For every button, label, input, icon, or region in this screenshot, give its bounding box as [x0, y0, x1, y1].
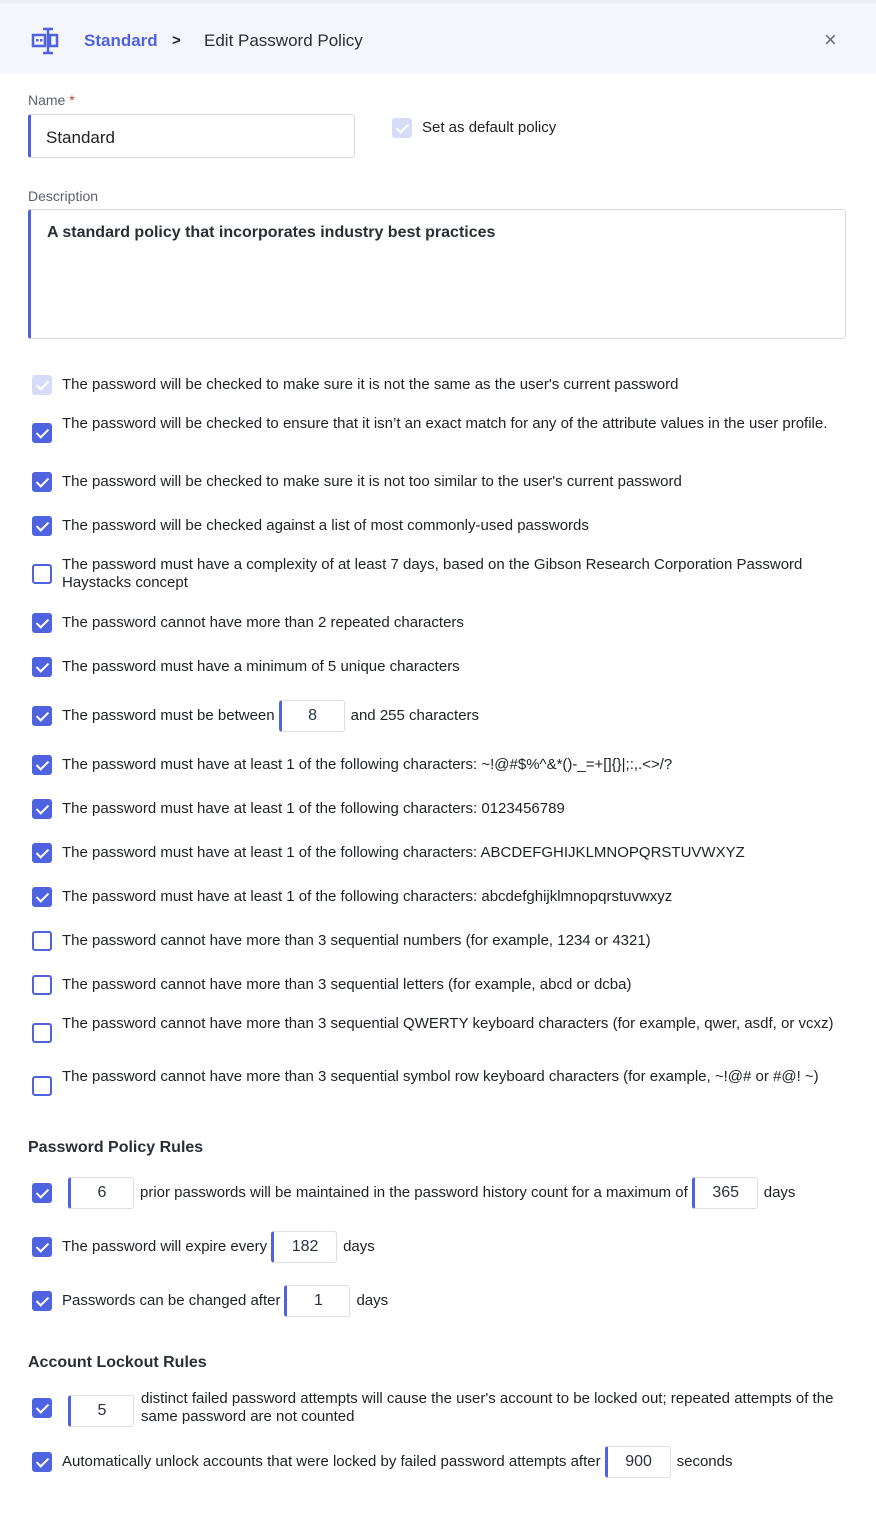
- history-days-input[interactable]: 365: [692, 1177, 758, 1209]
- rule-text: The password must have at least 1 of the following characters: 0123456789: [62, 800, 565, 817]
- rule-text: The password must have a minimum of 5 unique characters: [62, 658, 460, 675]
- expire-text: The password will expire every: [62, 1237, 268, 1255]
- history-text: prior passwords will be maintained in the password history count for a maximum of: [140, 1183, 688, 1201]
- expire-days-input[interactable]: 182: [271, 1231, 337, 1263]
- rule-text-after: and 255 characters: [350, 706, 480, 724]
- description-label: Description: [28, 188, 99, 204]
- default-policy-label: Set as default policy: [422, 119, 557, 136]
- rule-text: The password cannot have more than 3 sequential symbol row keyboard characters (for example, ~!@# or #@! ~): [62, 1068, 819, 1085]
- close-icon[interactable]: ×: [824, 27, 837, 52]
- name-input[interactable]: Standard: [28, 114, 355, 158]
- rule-text: The password cannot have more than 3 sequential letters (for example, abcd or dcba): [62, 976, 632, 993]
- rule-checkbox[interactable]: [32, 657, 52, 677]
- change-rule: [62, 1285, 836, 1317]
- rule-checkbox[interactable]: [32, 516, 52, 536]
- rule-text: The password cannot have more than 2 repeated characters: [62, 614, 464, 631]
- app-logo-icon: [31, 27, 61, 55]
- change-days-input[interactable]: 1: [284, 1285, 350, 1317]
- unlock-seconds-input[interactable]: 900: [605, 1446, 671, 1478]
- expire-rule: [62, 1231, 836, 1263]
- rule-text: The password must have at least 1 of the following characters: abcdefghijklmnopqrstuvwxyz: [62, 888, 673, 905]
- rule-checkbox[interactable]: [32, 975, 52, 995]
- rule-text: The password cannot have more than 3 sequential numbers (for example, 1234 or 4321): [62, 932, 651, 949]
- rule-checkbox[interactable]: [32, 799, 52, 819]
- expire-unit: days: [343, 1237, 375, 1255]
- change-unit: days: [356, 1291, 389, 1309]
- rule-checkbox[interactable]: [32, 613, 52, 633]
- rule-text: The password will be checked to ensure that it isn’t an exact match for any of the attribute values in the user profile.: [62, 415, 828, 432]
- expire-checkbox[interactable]: [32, 1237, 52, 1257]
- default-policy-checkbox[interactable]: [392, 118, 412, 138]
- rule-checkbox[interactable]: [32, 931, 52, 951]
- unlock-unit: seconds: [676, 1452, 733, 1470]
- rule-text: The password must have a complexity of at least 7 days, based on the Gibson Research Corporation Password Haystacks concept: [62, 556, 803, 591]
- change-text: Passwords can be changed after: [62, 1291, 281, 1309]
- rule-checkbox[interactable]: [32, 887, 52, 907]
- rule-text: The password must have at least 1 of the following characters: ABCDEFGHIJKLMNOPQRSTUVWXYZ: [62, 844, 745, 861]
- history-count-input[interactable]: 6: [68, 1177, 134, 1209]
- rule-checkbox[interactable]: [32, 423, 52, 443]
- rule-checkbox[interactable]: [32, 375, 52, 395]
- unlock-rule: [62, 1446, 836, 1478]
- attempts-checkbox[interactable]: [32, 1398, 52, 1418]
- history-rule: [64, 1177, 836, 1209]
- password-policy-rules-heading: Password Policy Rules: [28, 1139, 204, 1156]
- history-checkbox[interactable]: [32, 1183, 52, 1203]
- rule-text-before: The password must be between: [62, 706, 275, 724]
- rule-text: The password cannot have more than 3 sequential QWERTY keyboard characters (for example, qwer, asdf, or vcxz): [62, 1015, 834, 1032]
- history-unit: days: [763, 1183, 796, 1201]
- header: [0, 0, 876, 74]
- change-checkbox[interactable]: [32, 1291, 52, 1311]
- name-label: Name *: [28, 92, 75, 108]
- rule-checkbox[interactable]: [32, 1023, 52, 1043]
- attempts-text: distinct failed password attempts will cause the user's account to be locked out; repeated attempts of the same password are not counted: [141, 1390, 834, 1425]
- rule-text: The password will be checked to make sure it is not too similar to the user's current password: [62, 473, 682, 490]
- rule-checkbox[interactable]: [32, 706, 52, 726]
- page-title: Edit Password Policy: [204, 31, 363, 50]
- breadcrumb-standard[interactable]: Standard: [84, 31, 158, 50]
- unlock-checkbox[interactable]: [32, 1452, 52, 1472]
- unlock-text: Automatically unlock accounts that were locked by failed password attempts after: [62, 1452, 601, 1470]
- rule-text: The password will be checked against a list of most commonly-used passwords: [62, 517, 589, 534]
- rule-checkbox[interactable]: [32, 843, 52, 863]
- rule-text: [62, 700, 836, 732]
- rule-checkbox[interactable]: [32, 472, 52, 492]
- min-length-input[interactable]: 8: [279, 700, 345, 732]
- rule-text: The password will be checked to make sure it is not the same as the user's current password: [62, 376, 679, 393]
- description-textarea[interactable]: A standard policy that incorporates industry best practices: [28, 209, 846, 339]
- rule-checkbox[interactable]: [32, 564, 52, 584]
- account-lockout-rules-heading: Account Lockout Rules: [28, 1354, 207, 1371]
- attempts-input[interactable]: 5: [68, 1395, 134, 1427]
- rule-checkbox[interactable]: [32, 1076, 52, 1096]
- breadcrumb-separator-icon: >: [172, 32, 181, 49]
- rule-text: The password must have at least 1 of the following characters: ~!@#$%^&*()-_=+[]{}|;:,.<>/?: [62, 756, 673, 773]
- rule-checkbox[interactable]: [32, 755, 52, 775]
